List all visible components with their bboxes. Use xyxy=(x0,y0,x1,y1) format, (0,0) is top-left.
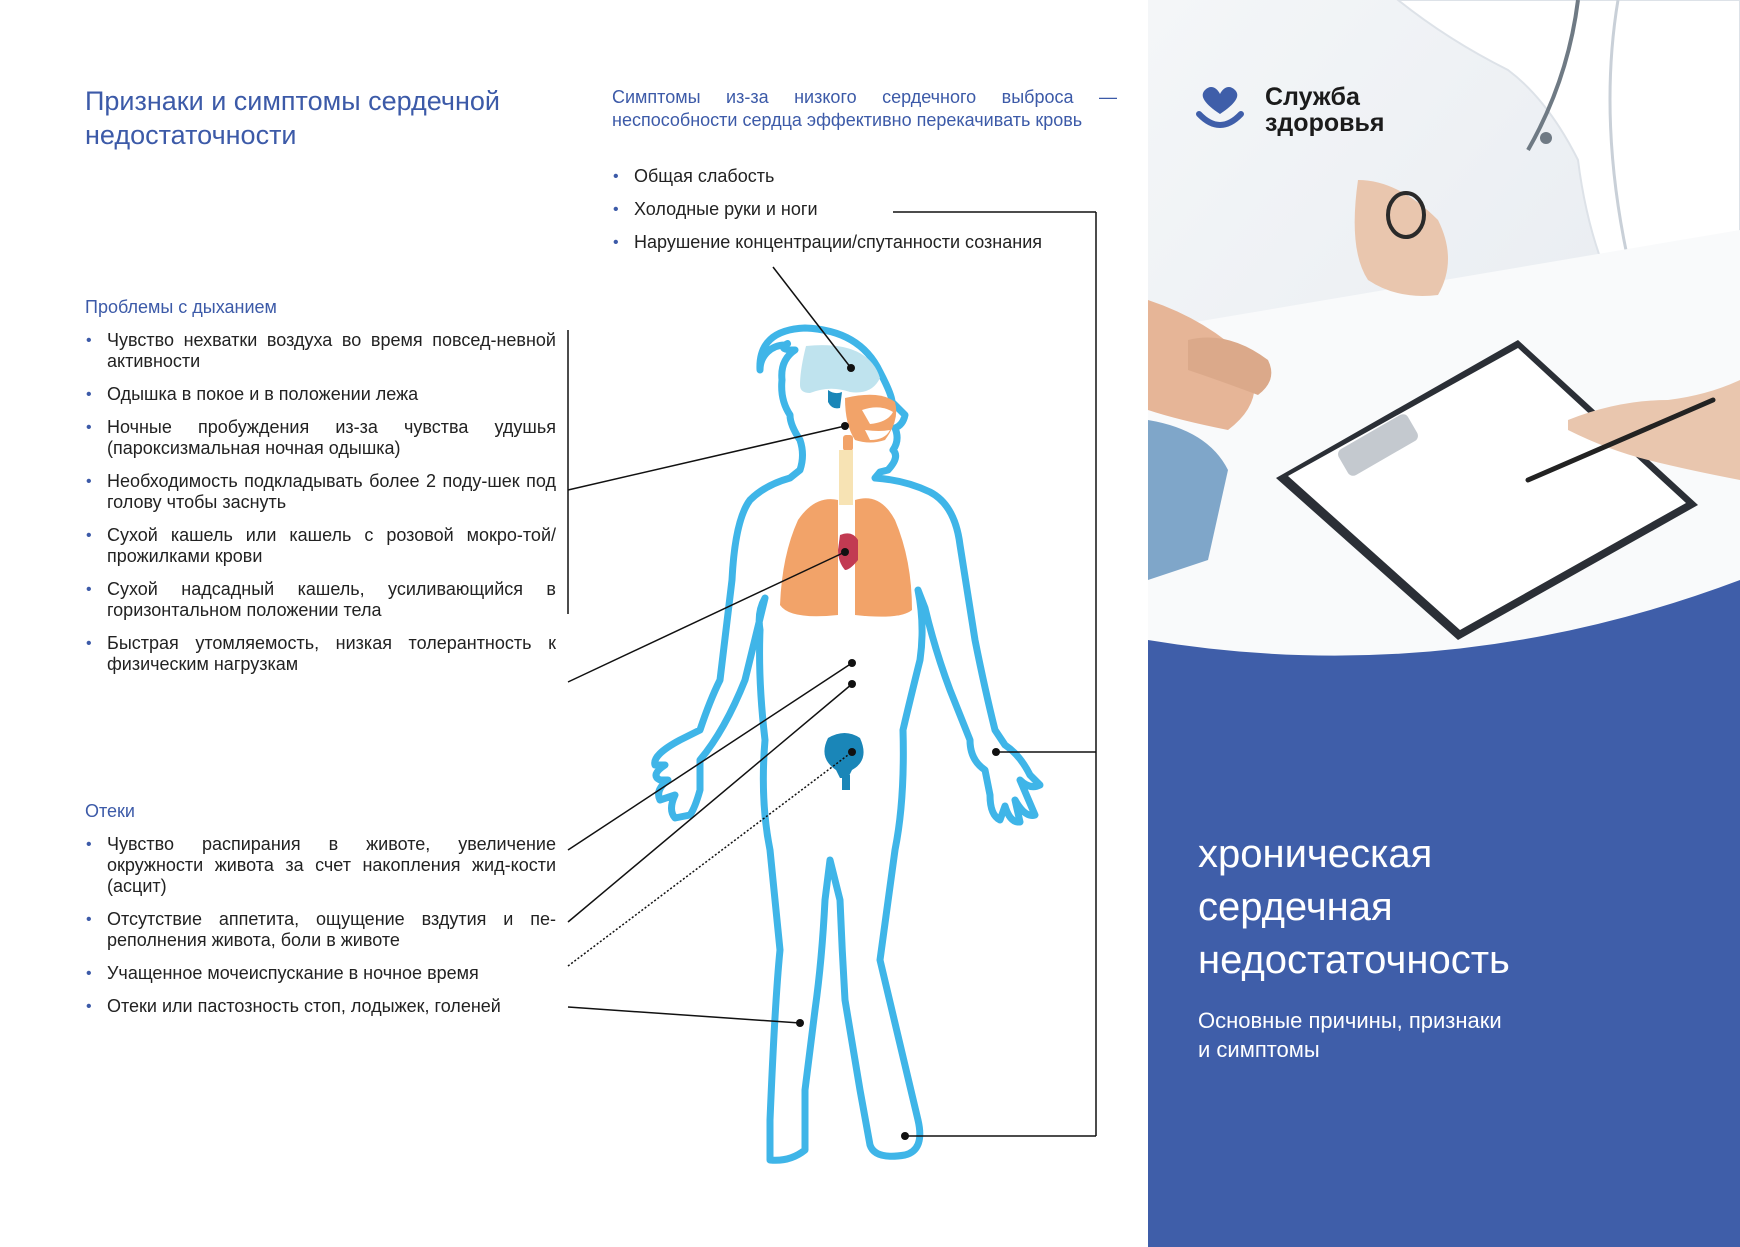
cover-subtitle-line1: Основные причины, признаки xyxy=(1198,1008,1502,1033)
abdomen-connector xyxy=(568,663,852,850)
left-lung-shape xyxy=(780,499,838,616)
list-item: • Нарушение концентрации/спутанности сознания xyxy=(612,232,1042,253)
logo-line1: Служба xyxy=(1265,83,1360,111)
edema-heading: Отеки xyxy=(85,801,135,821)
page-title: Признаки и симптомы сердечной недостаточности xyxy=(85,86,500,150)
heart-logo-icon xyxy=(1195,84,1245,132)
legs-connector xyxy=(568,1007,800,1023)
list-item: • Чувство распирания в животе, увеличение окружности живота за счет накопления жид-кости (асцит) xyxy=(85,834,556,897)
urination-connector xyxy=(568,752,852,966)
list-item: • Отсутствие аппетита, ощущение вздутия и пе-реполнения живота, боли в животе xyxy=(85,909,556,951)
list-item: • Общая слабость xyxy=(612,166,1042,187)
cover-title-line2: сердечная xyxy=(1198,885,1393,929)
list-item: • Быстрая утомляемость, низкая толерантность к физическим нагрузкам xyxy=(85,633,556,675)
list-item: • Необходимость подкладывать более 2 поду-шек под голову чтобы заснуть xyxy=(85,471,556,513)
cover-title-line1: хроническая xyxy=(1198,832,1433,876)
appetite-connector xyxy=(568,684,852,922)
cover-panel xyxy=(1148,0,1740,1247)
list-item: • Отеки или пастозность стоп, лодыжек, голеней xyxy=(85,996,556,1017)
list-item: • Одышка в покое и в положении лежа xyxy=(85,384,556,405)
logo-line2: здоровья xyxy=(1265,109,1385,137)
trachea-shape xyxy=(839,450,853,505)
low-output-heading: Симптомы из-за низкого сердечного выброса — неспособности сердца эффективно перекачивать кровь xyxy=(612,87,1117,130)
cover-subtitle-line2: и симптомы xyxy=(1198,1037,1320,1062)
right-lung-shape xyxy=(855,498,912,616)
list-item: • Сухой кашель или кашель с розовой мокро-той/прожилками крови xyxy=(85,525,556,567)
bladder-shape xyxy=(824,733,863,778)
wave-decoration xyxy=(1148,540,1740,720)
list-item: • Чувство нехватки воздуха во время повсед-невной активности xyxy=(85,330,556,372)
list-item: • Учащенное мочеиспускание в ночное время xyxy=(85,963,556,984)
heart-connector xyxy=(568,552,845,682)
brainstem-shape xyxy=(828,390,842,408)
list-item: • Холодные руки и ноги xyxy=(612,199,1042,220)
list-item: • Ночные пробуждения из-за чувства удушья (пароксизмальная ночная одышка) xyxy=(85,417,556,459)
cover-title-line3: недостаточность xyxy=(1198,938,1510,982)
list-item: • Сухой надсадный кашель, усиливающийся в горизонтальном положении тела xyxy=(85,579,556,621)
breathing-heading: Проблемы с дыханием xyxy=(85,297,277,317)
